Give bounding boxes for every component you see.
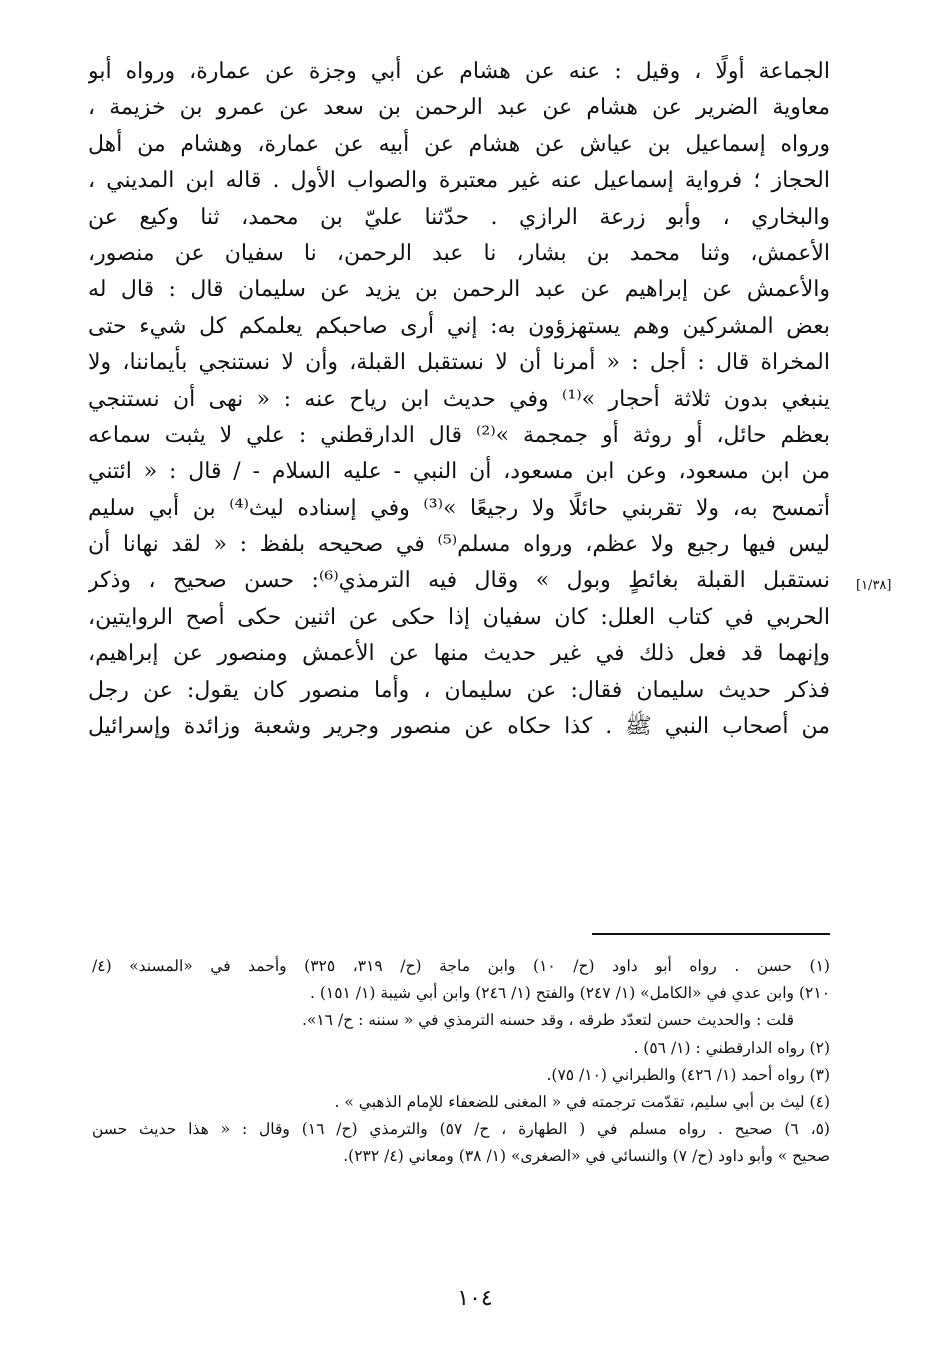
main-text-line: الجماعة أولًا ، وقيل : عنه عن هشام عن أبي وجزة عن عمارة، ورواه أبو	[88, 59, 830, 84]
main-text-line: من أصحاب النبي ﷺ . كذا حكاه عن منصور وجرير وشعبة وزائدة وإسرائيل	[88, 714, 830, 740]
footnotes-block	[92, 953, 830, 1171]
main-text-block	[88, 54, 830, 745]
footnote-line: صحيح » وأبو داود (ح/ ٧) والنسائي في «الصغرى» (١/ ٣٨) ومعاني (٤/ ٢٣٢).	[343, 1147, 830, 1166]
footnote-line: (١) حسن . رواه أبو داود (ح/ ١٠) وابن ماجة (ح/ ٣١٩، ٣٢٥) وأحمد في «المسند» (٤/	[92, 957, 830, 975]
main-text-line: بعض المشركين وهم يستهزؤون به: إني أرى صاحبكم يعلمكم كل شيء حتى	[88, 313, 830, 339]
page-number: ١٠٤	[457, 1286, 493, 1311]
main-text-line: ليس فيها رجيع ولا عظم، ورواه مسلم⁽⁵⁾ في صحيحه بلفظ : « لقد نهانا أن	[88, 532, 830, 558]
margin-page-reference: [١/٣٨]	[856, 578, 892, 593]
main-text-line: نستقبل القبلة بغائطٍ وبول » وقال فيه الترمذي⁽⁶⁾: حسن صحيح ، وذكر	[88, 568, 830, 594]
main-text-line: المخراة قال : أجل : « أمرنا أن لا نستقبل القبلة، وأن لا نستنجي بأيماننا، ولا	[88, 350, 830, 376]
footnote-line: (٤) ليث بن أبي سليم، تقدّمت ترجمته في « المغنى للضعفاء للإمام الذهبي » .	[334, 1092, 830, 1111]
footnote-separator	[592, 933, 830, 935]
footnote-line: (٢) رواه الدارقطني : (١/ ٥٦) .	[633, 1038, 830, 1057]
main-text-line: من ابن مسعود، وعن ابن مسعود، أن النبي - عليه السلام - / قال : « ائتني	[88, 459, 830, 485]
main-text-line: أتمسح به، ولا تقربني حائلًا ولا رجيعًا »⁽³⁾ وفي إسناده ليث⁽⁴⁾ بن أبي سليم	[88, 495, 830, 521]
main-text-line: الحربي في كتاب العلل: كان سفيان إذا حكى عن اثنين حكى أصح الروايتين،	[88, 604, 830, 630]
main-text-line: الحجاز ؛ فرواية إسماعيل عنه غير معتبرة والصواب الأول . قاله ابن المديني ،	[88, 168, 830, 194]
footnote-line: ٢١٠) وابن عدي في «الكامل» (١/ ٢٤٧) والفتح (١/ ٢٤٦) وابن أبي شيبة (١/ ١٥١) .	[309, 984, 830, 1003]
main-text-line: ينبغي بدون ثلاثة أحجار »⁽¹⁾ وفي حديث ابن رياح عنه : « نهى أن نستنجي	[88, 386, 830, 412]
main-text-line: معاوية الضرير عن هشام عن عبد الرحمن بن سعد عن عمرو بن خزيمة ،	[88, 95, 830, 121]
footnote-line: قلت : والحديث حسن لتعدّد طرقه ، وقد حسنه الترمذي في « سننه : ح/ ١٦».	[301, 1011, 794, 1030]
main-text-line: وإنهما قد فعل ذلك في غير حديث منها عن الأعمش ومنصور عن إبراهيم،	[88, 641, 830, 667]
main-text-line: والبخاري ، وأبو زرعة الرازي . حدّثنا عليّ بن محمد، ثنا وكيع عن	[88, 204, 830, 230]
main-text-line: ورواه إسماعيل بن عياش عن هشام عن أبيه عن عمارة، وهشام من أهل	[88, 131, 830, 157]
main-text-line: فذكر حديث سليمان فقال: عن سليمان ، وأما منصور كان يقول: عن رجل	[88, 677, 830, 703]
footnote-line: (٥، ٦) صحيح . رواه مسلم في ( الطهارة ، ح/ ٥٧) والترمذي (ح/ ١٦) وقال : « هذا حديث حسن	[92, 1120, 830, 1139]
main-text-line: الأعمش، وثنا محمد بن بشار، نا عبد الرحمن، نا سفيان عن منصور،	[88, 240, 830, 266]
main-text-line: بعظم حائل، أو روثة أو جمجمة »⁽²⁾ قال الدارقطني : علي لا يثبت سماعه	[88, 422, 830, 448]
footnote-line: (٣) رواه أحمد (١/ ٤٢٦) والطبراني (١٠/ ٧٥).	[546, 1065, 830, 1084]
main-text-line: والأعمش عن إبراهيم عن عبد الرحمن بن يزيد عن سليمان قال : قال له	[88, 277, 830, 303]
